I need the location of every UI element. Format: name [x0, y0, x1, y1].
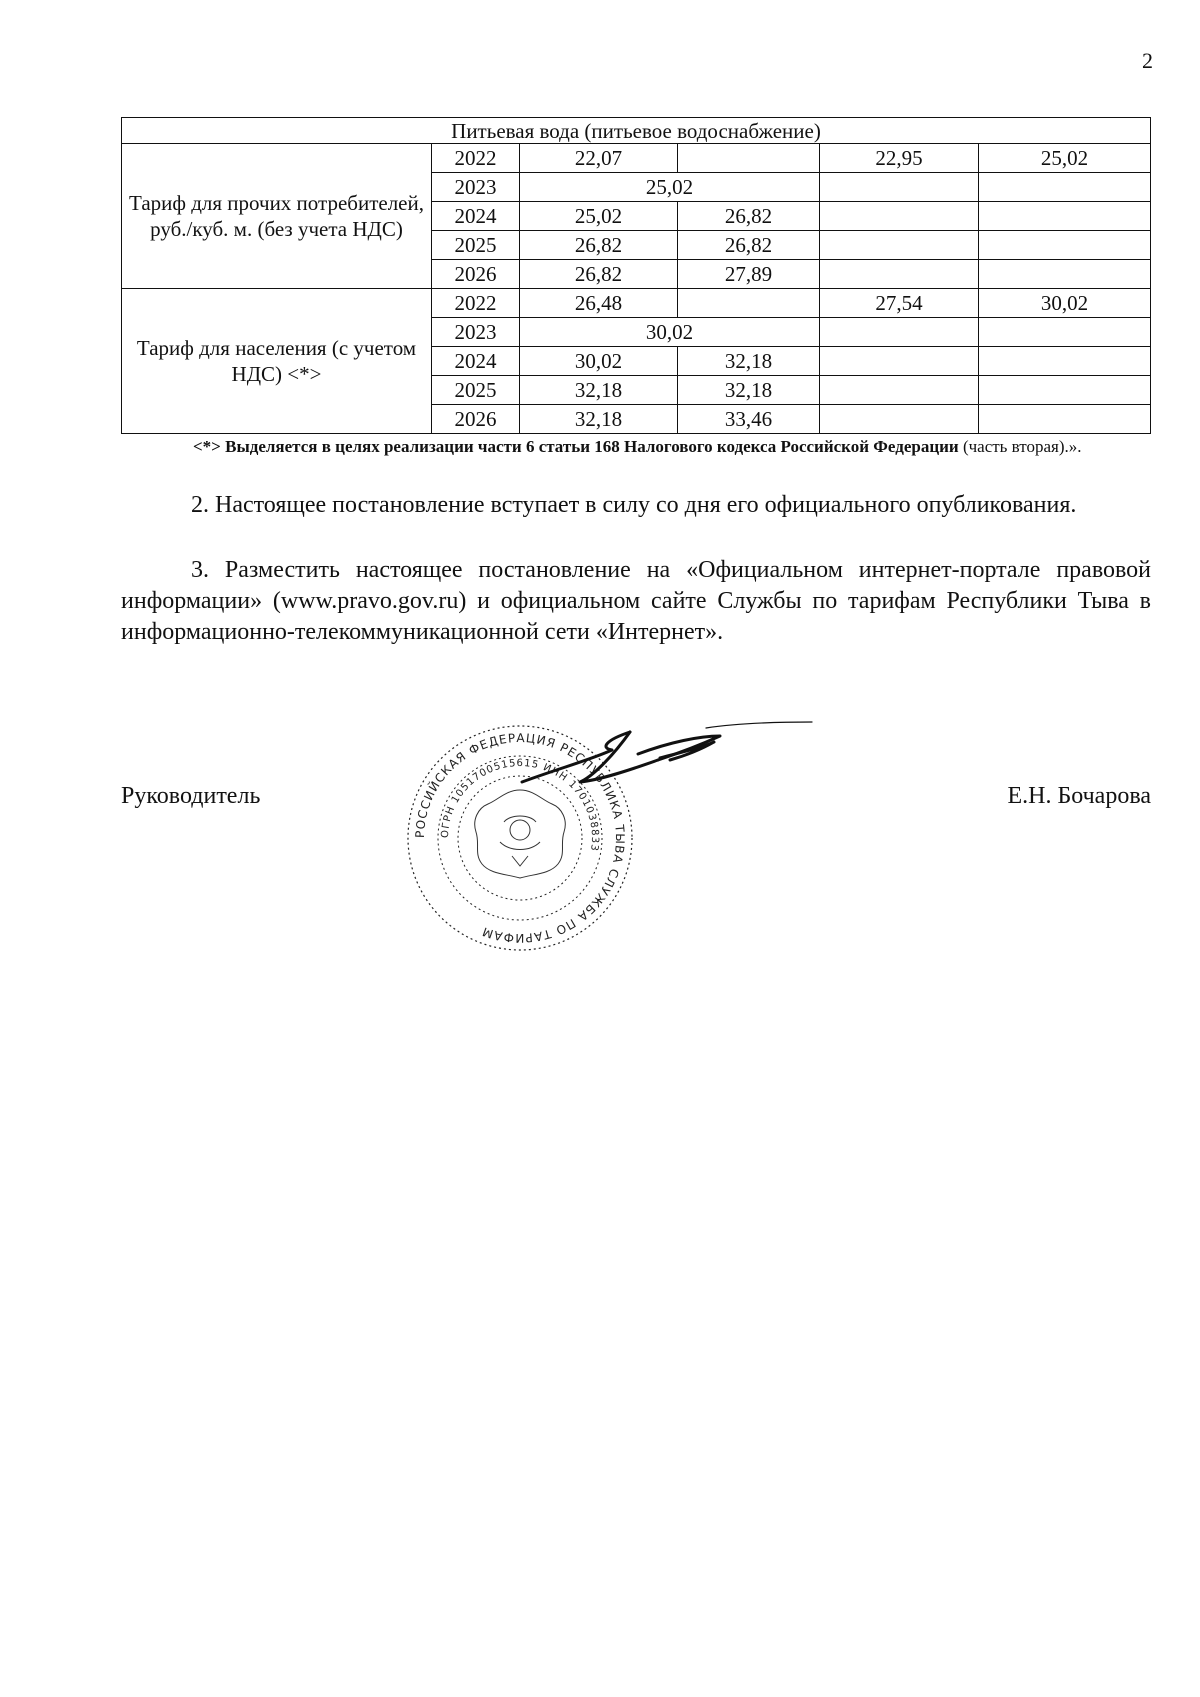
value-cell: 33,46 [678, 405, 820, 434]
value-cell: 32,18 [520, 405, 678, 434]
value-cell [820, 202, 979, 231]
value-cell: 27,89 [678, 260, 820, 289]
value-cell [678, 144, 820, 173]
footnote [121, 435, 1151, 459]
table-row [122, 289, 1151, 318]
value-cell: 22,95 [820, 144, 979, 173]
tariff-table [121, 117, 1151, 434]
value-cell: 30,02 [979, 289, 1151, 318]
handwritten-signature [520, 720, 820, 840]
year-cell: 2025 [432, 376, 520, 405]
signatory-position: Руководитель [121, 783, 261, 809]
value-cell: 32,18 [678, 347, 820, 376]
value-cell: 26,82 [520, 231, 678, 260]
value-cell [979, 173, 1151, 202]
value-cell [979, 347, 1151, 376]
value-cell [979, 202, 1151, 231]
value-cell [820, 260, 979, 289]
section-title: Питьевая вода (питьевое водоснабжение) [122, 118, 1151, 144]
value-cell [979, 318, 1151, 347]
value-cell [979, 231, 1151, 260]
value-cell [820, 405, 979, 434]
value-cell: 26,82 [678, 202, 820, 231]
year-cell: 2026 [432, 260, 520, 289]
year-cell: 2024 [432, 202, 520, 231]
value-cell [678, 289, 820, 318]
value-cell: 22,07 [520, 144, 678, 173]
value-cell: 26,82 [520, 260, 678, 289]
paragraph-effective-date: 2. Настоящее постановление вступает в силу со дня его официального опубликования. [191, 492, 1077, 518]
year-cell: 2023 [432, 173, 520, 202]
value-cell [979, 376, 1151, 405]
year-cell: 2026 [432, 405, 520, 434]
footnote-text: <*> Выделяется в целях реализации части 6 статьи 168 Налогового кодекса Российской Федерации [193, 437, 959, 456]
value-cell [820, 231, 979, 260]
year-cell: 2025 [432, 231, 520, 260]
value-cell: 25,02 [520, 202, 678, 231]
year-cell: 2023 [432, 318, 520, 347]
paragraph-publication: 3. Разместить настоящее постановление на «Официальном интернет-портале правовой информации» (www.pravo.gov.ru) и официальном сайте Службы по тарифам Республики Тыва в информационно-телекоммуникационной сети «Интернет». [121, 557, 1151, 645]
value-cell [979, 405, 1151, 434]
value-cell: 26,48 [520, 289, 678, 318]
group-label: Тариф для прочих потребителей, руб./куб. м. (без учета НДС) [122, 144, 432, 289]
group-label: Тариф для населения (с учетом НДС) <*> [122, 289, 432, 434]
seal-outer-text: РОССИЙСКАЯ ФЕДЕРАЦИЯ РЕСПУБЛИКА ТЫВА СЛУЖБА ПО ТАРИФАМ [412, 730, 628, 946]
value-cell [979, 260, 1151, 289]
table-row [122, 144, 1151, 173]
year-cell: 2024 [432, 347, 520, 376]
value-cell [820, 347, 979, 376]
value-cell: 32,18 [520, 376, 678, 405]
page-number: 2 [1142, 48, 1153, 73]
value-cell: 26,82 [678, 231, 820, 260]
value-cell: 30,02 [520, 347, 678, 376]
value-cell [820, 376, 979, 405]
signatory-name: Е.Н. Бочарова [1007, 783, 1151, 809]
seal-inner-text: ОГРН 1051700515615 ИНН 1701038833 [439, 757, 601, 853]
year-cell: 2022 [432, 289, 520, 318]
year-cell: 2022 [432, 144, 520, 173]
footnote-tail: (часть вторая).». [962, 437, 1082, 456]
value-cell: 32,18 [678, 376, 820, 405]
value-cell-merged: 25,02 [520, 173, 820, 202]
value-cell-merged: 30,02 [520, 318, 820, 347]
value-cell [820, 318, 979, 347]
value-cell: 27,54 [820, 289, 979, 318]
table-header-row [122, 118, 1151, 144]
value-cell [820, 173, 979, 202]
value-cell: 25,02 [979, 144, 1151, 173]
